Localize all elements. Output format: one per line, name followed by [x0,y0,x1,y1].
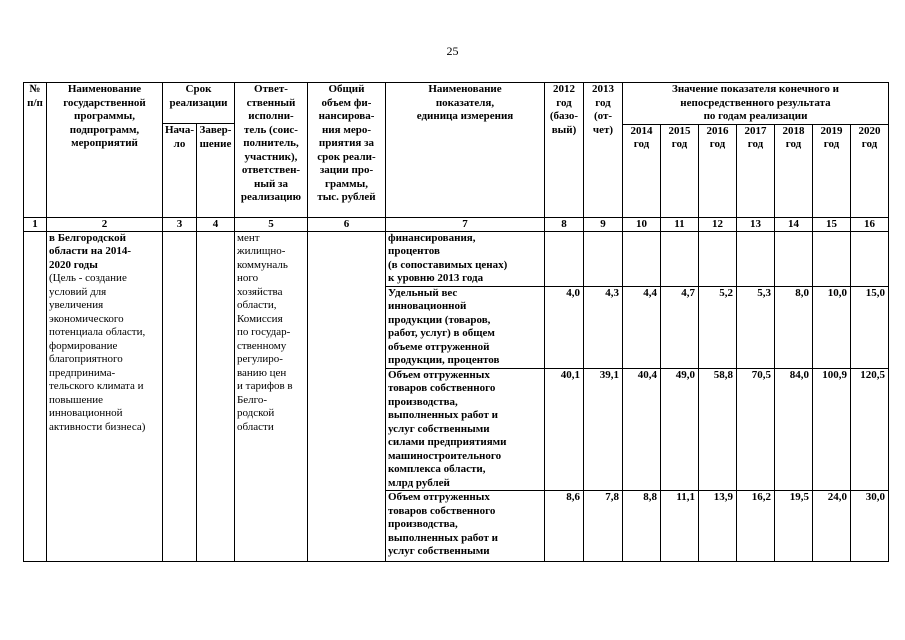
value-cell: 100,9 [812,368,850,491]
col-number-header: № п/п [24,83,47,218]
value-cell: 8,8 [622,491,660,562]
year-2017-header: 2017 год [736,124,774,217]
value-cell: 15,0 [850,286,888,368]
indicator-name-cell: Удельный вес инновационной продукции (товаров, работ, услуг) в общем объеме отгруженной продукции, процентов [385,286,544,368]
value-cell: 19,5 [774,491,812,562]
value-cell [850,231,888,286]
end-cell [196,231,234,562]
program-table [23,82,889,562]
value-cell: 120,5 [850,368,888,491]
page-number: 25 [446,44,459,58]
column-number: 12 [698,217,736,231]
column-number: 15 [812,217,850,231]
value-cell: 84,0 [774,368,812,491]
value-cell: 4,3 [583,286,622,368]
col-2012-header: 2012 год (базо- вый) [544,83,583,218]
value-cell: 13,9 [698,491,736,562]
indicator-name-cell: Объем отгруженных товаров собственного производства, выполненных работ и услуг собственными [385,491,544,562]
executor-cell: мент жилищно- коммуналь ного хозяйства области, Комиссия по государ- ственному регулиро- ванию цен и тарифов в Белго- родской области [234,231,307,562]
value-cell: 58,8 [698,368,736,491]
column-number: 6 [307,217,385,231]
value-cell: 39,1 [583,368,622,491]
value-cell: 8,0 [774,286,812,368]
value-cell [660,231,698,286]
column-number-row [24,217,889,231]
indicator-name-cell: финансирования, процентов (в сопоставимых ценах) к уровню 2013 года [385,231,544,286]
column-number: 14 [774,217,812,231]
year-2016-header: 2016 год [698,124,736,217]
column-number: 9 [583,217,622,231]
value-cell: 70,5 [736,368,774,491]
value-cell: 30,0 [850,491,888,562]
indicator-name-cell: Объем отгруженных товаров собственного производства, выполненных работ и услуг собственными силами предприятиями машиностроительного комплекса области, млрд рублей [385,368,544,491]
value-cell: 5,3 [736,286,774,368]
start-cell [163,231,197,562]
col-2013-header: 2013 год (от- чет) [583,83,622,218]
value-cell [812,231,850,286]
year-2020-header: 2020 год [850,124,888,217]
value-cell: 4,4 [622,286,660,368]
value-cell: 40,4 [622,368,660,491]
value-cell: 49,0 [660,368,698,491]
program-name-cell: в Белгородской области на 2014- 2020 годы (Цель - создание условий для увеличения экономического потенциала области, формирование благоприятного предпринима- тельского климата и повышение инновационной активности бизнеса) [47,231,163,562]
values-title-header: Значение показателя конечного и непосредственного результата по годам реализации [622,83,888,125]
value-cell: 4,0 [544,286,583,368]
value-cell: 8,6 [544,491,583,562]
value-cell: 4,7 [660,286,698,368]
column-number: 8 [544,217,583,231]
value-cell: 40,1 [544,368,583,491]
column-number: 10 [622,217,660,231]
value-cell [622,231,660,286]
value-cell [583,231,622,286]
value-cell: 10,0 [812,286,850,368]
value-cell: 24,0 [812,491,850,562]
column-number: 16 [850,217,888,231]
column-number: 2 [47,217,163,231]
column-number: 4 [196,217,234,231]
header-row-1 [24,83,889,124]
col-financing-header: Общий объем фи- нансирова- ния меро- приятия за срок реали- зации про- граммы, тыс. рублей [307,83,385,218]
year-2015-header: 2015 год [660,124,698,217]
financing-cell [307,231,385,562]
year-2014-header: 2014 год [622,124,660,217]
value-cell [544,231,583,286]
row-number-cell [24,231,47,562]
column-number: 11 [660,217,698,231]
year-2018-header: 2018 год [774,124,812,217]
column-number: 1 [24,217,47,231]
value-cell [774,231,812,286]
value-cell: 7,8 [583,491,622,562]
col-executor-header: Ответ- ственный исполни- тель (соис- полнитель, участник), ответствен- ный за реализацию [234,83,307,218]
value-cell [736,231,774,286]
value-cell: 11,1 [660,491,698,562]
col-indicator-header: Наименование показателя, единица измерения [385,83,544,218]
value-cell [698,231,736,286]
col-period-header: Срок реализации [163,83,235,124]
col-start-header: Нача- ло [163,124,197,218]
column-number: 3 [163,217,197,231]
value-cell: 16,2 [736,491,774,562]
column-number: 7 [385,217,544,231]
year-2019-header: 2019 год [812,124,850,217]
table-row [24,231,889,286]
column-number: 5 [234,217,307,231]
col-name-header: Наименование государственной программы, подпрограмм, мероприятий [47,83,163,218]
column-number: 13 [736,217,774,231]
value-cell: 5,2 [698,286,736,368]
col-end-header: Завер- шение [196,124,234,218]
